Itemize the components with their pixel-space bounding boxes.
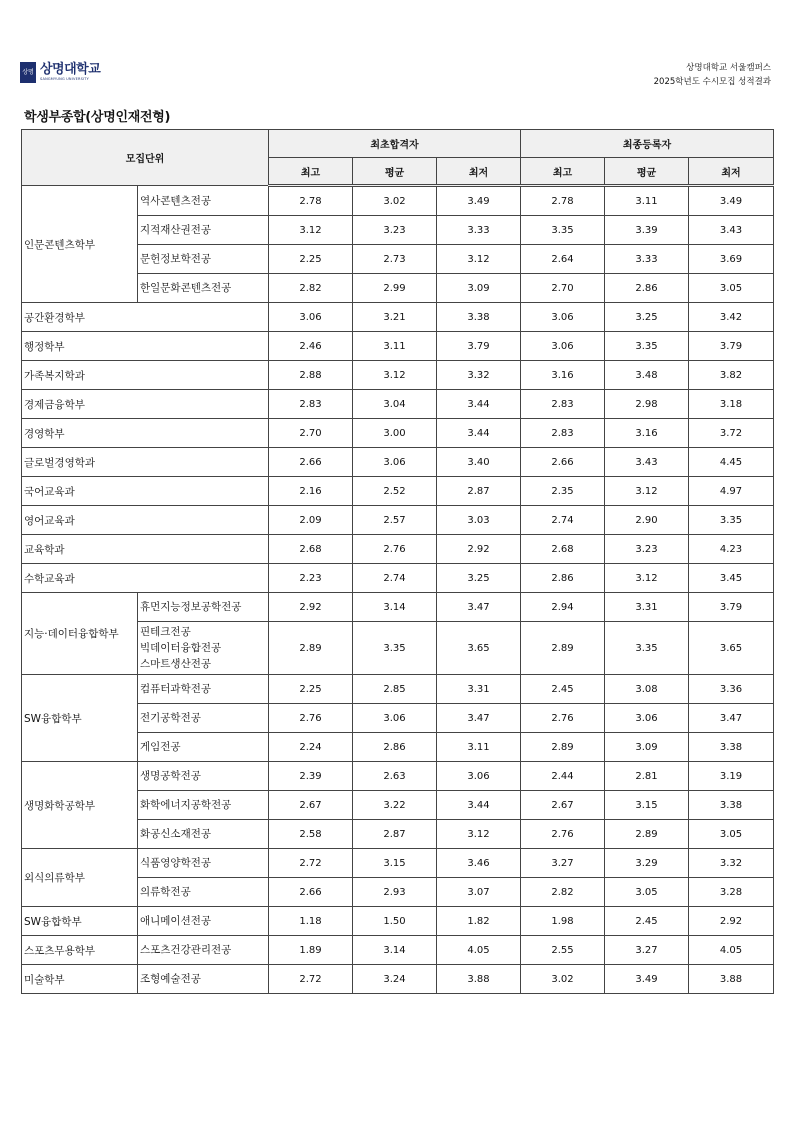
score-cell: 3.88 <box>437 965 521 994</box>
score-cell: 2.66 <box>269 448 353 477</box>
score-cell: 3.79 <box>437 332 521 361</box>
major-cell: 문헌정보학전공 <box>138 245 269 274</box>
major-line: 핀테크전공 <box>140 626 191 638</box>
score-cell: 2.70 <box>521 274 605 303</box>
logo-emblem: 상명 <box>20 62 36 83</box>
score-cell: 3.07 <box>437 878 521 907</box>
score-cell: 3.24 <box>353 965 437 994</box>
score-cell: 2.90 <box>605 506 689 535</box>
table-row <box>22 186 774 216</box>
score-cell: 3.23 <box>353 216 437 245</box>
table-row <box>22 936 774 965</box>
score-cell: 3.11 <box>605 186 689 216</box>
score-cell: 3.12 <box>605 564 689 593</box>
major-cell <box>138 622 269 675</box>
score-cell: 3.12 <box>437 245 521 274</box>
major-cell: 한일문화콘텐츠전공 <box>138 274 269 303</box>
score-cell: 2.16 <box>269 477 353 506</box>
major-cell: 의류학전공 <box>138 878 269 907</box>
unit-cell: 지능·데이터융합학부 <box>22 593 138 675</box>
unit-cell: 경영학부 <box>22 419 269 448</box>
score-cell: 2.70 <box>269 419 353 448</box>
score-cell: 3.65 <box>689 622 774 675</box>
score-cell: 2.78 <box>269 186 353 216</box>
unit-cell: SW융합학부 <box>22 907 138 936</box>
header-initial-max: 최고 <box>269 158 353 186</box>
score-cell: 2.66 <box>269 878 353 907</box>
unit-cell: SW융합학부 <box>22 675 138 762</box>
score-cell: 3.09 <box>437 274 521 303</box>
score-cell: 3.46 <box>437 849 521 878</box>
score-cell: 2.24 <box>269 733 353 762</box>
score-cell: 3.15 <box>605 791 689 820</box>
header-final-max: 최고 <box>521 158 605 186</box>
score-cell: 3.36 <box>689 675 774 704</box>
major-cell: 역사콘텐츠전공 <box>138 186 269 216</box>
score-cell: 3.16 <box>605 419 689 448</box>
header-initial-admits: 최초합격자 <box>269 130 521 158</box>
unit-cell: 미술학부 <box>22 965 138 994</box>
table-row <box>22 564 774 593</box>
score-cell: 2.86 <box>353 733 437 762</box>
score-cell: 3.21 <box>353 303 437 332</box>
score-cell: 2.72 <box>269 965 353 994</box>
major-cell: 게임전공 <box>138 733 269 762</box>
university-logo <box>20 60 100 84</box>
score-cell: 2.93 <box>353 878 437 907</box>
score-cell: 2.99 <box>353 274 437 303</box>
score-cell: 1.82 <box>437 907 521 936</box>
score-cell: 3.12 <box>353 361 437 390</box>
score-cell: 3.09 <box>605 733 689 762</box>
unit-cell: 행정학부 <box>22 332 269 361</box>
major-cell: 식품영양학전공 <box>138 849 269 878</box>
score-cell: 2.25 <box>269 245 353 274</box>
unit-cell: 수학교육과 <box>22 564 269 593</box>
score-cell: 3.12 <box>269 216 353 245</box>
score-cell: 3.33 <box>605 245 689 274</box>
score-cell: 3.43 <box>605 448 689 477</box>
score-cell: 2.76 <box>521 704 605 733</box>
score-cell: 3.29 <box>605 849 689 878</box>
score-cell: 2.52 <box>353 477 437 506</box>
score-cell: 3.44 <box>437 390 521 419</box>
header-final-avg: 평균 <box>605 158 689 186</box>
score-cell: 3.12 <box>437 820 521 849</box>
table-row <box>22 593 774 622</box>
table-row <box>22 535 774 564</box>
score-cell: 3.28 <box>689 878 774 907</box>
score-cell: 3.47 <box>689 704 774 733</box>
score-cell: 3.38 <box>689 733 774 762</box>
score-cell: 2.64 <box>521 245 605 274</box>
score-cell: 2.67 <box>269 791 353 820</box>
score-cell: 3.11 <box>353 332 437 361</box>
score-cell: 2.92 <box>269 593 353 622</box>
score-cell: 3.25 <box>605 303 689 332</box>
score-cell: 3.02 <box>353 186 437 216</box>
unit-cell: 교육학과 <box>22 535 269 564</box>
score-cell: 3.14 <box>353 593 437 622</box>
table-row <box>22 303 774 332</box>
score-cell: 3.72 <box>689 419 774 448</box>
score-cell: 3.49 <box>437 186 521 216</box>
score-cell: 2.83 <box>269 390 353 419</box>
score-cell: 3.49 <box>689 186 774 216</box>
score-cell: 2.78 <box>521 186 605 216</box>
header-final-registrants: 최종등록자 <box>521 130 774 158</box>
score-cell: 2.45 <box>605 907 689 936</box>
score-cell: 3.31 <box>437 675 521 704</box>
score-cell: 2.92 <box>689 907 774 936</box>
score-cell: 2.89 <box>521 733 605 762</box>
score-cell: 3.06 <box>269 303 353 332</box>
table-row <box>22 332 774 361</box>
major-cell: 휴먼지능정보공학전공 <box>138 593 269 622</box>
score-cell: 3.39 <box>605 216 689 245</box>
score-cell: 2.82 <box>521 878 605 907</box>
score-cell: 2.39 <box>269 762 353 791</box>
table-row <box>22 390 774 419</box>
score-cell: 3.33 <box>437 216 521 245</box>
score-cell: 2.68 <box>269 535 353 564</box>
unit-cell: 외식의류학부 <box>22 849 138 907</box>
score-cell: 3.49 <box>605 965 689 994</box>
score-cell: 3.23 <box>605 535 689 564</box>
score-cell: 2.68 <box>521 535 605 564</box>
major-cell: 화학에너지공학전공 <box>138 791 269 820</box>
score-cell: 3.35 <box>689 506 774 535</box>
table-row <box>22 965 774 994</box>
table-row <box>22 419 774 448</box>
score-cell: 3.42 <box>689 303 774 332</box>
score-cell: 3.06 <box>605 704 689 733</box>
score-cell: 2.87 <box>437 477 521 506</box>
unit-cell: 경제금융학부 <box>22 390 269 419</box>
score-cell: 1.98 <box>521 907 605 936</box>
score-cell: 3.05 <box>689 274 774 303</box>
score-cell: 2.55 <box>521 936 605 965</box>
major-cell: 지적재산권전공 <box>138 216 269 245</box>
unit-cell: 스포츠무용학부 <box>22 936 138 965</box>
score-cell: 2.76 <box>269 704 353 733</box>
score-cell: 3.02 <box>521 965 605 994</box>
score-cell: 2.58 <box>269 820 353 849</box>
score-cell: 3.44 <box>437 419 521 448</box>
score-cell: 2.76 <box>521 820 605 849</box>
score-cell: 3.38 <box>689 791 774 820</box>
score-cell: 2.44 <box>521 762 605 791</box>
header-final-min: 최저 <box>689 158 774 186</box>
header-unit: 모집단위 <box>22 130 269 186</box>
score-cell: 2.57 <box>353 506 437 535</box>
score-cell: 2.67 <box>521 791 605 820</box>
score-cell: 3.05 <box>689 820 774 849</box>
score-cell: 3.06 <box>521 332 605 361</box>
score-cell: 3.05 <box>605 878 689 907</box>
table-row <box>22 506 774 535</box>
header-initial-avg: 평균 <box>353 158 437 186</box>
score-cell: 3.40 <box>437 448 521 477</box>
score-cell: 2.72 <box>269 849 353 878</box>
admission-results-table <box>21 129 774 994</box>
table-row <box>22 762 774 791</box>
score-cell: 2.98 <box>605 390 689 419</box>
score-cell: 1.50 <box>353 907 437 936</box>
score-cell: 3.16 <box>521 361 605 390</box>
score-cell: 2.83 <box>521 419 605 448</box>
score-cell: 4.97 <box>689 477 774 506</box>
score-cell: 4.05 <box>437 936 521 965</box>
unit-cell: 공간환경학부 <box>22 303 269 332</box>
score-cell: 2.46 <box>269 332 353 361</box>
score-cell: 3.32 <box>437 361 521 390</box>
score-cell: 2.35 <box>521 477 605 506</box>
score-cell: 3.08 <box>605 675 689 704</box>
logo-subtitle: SANGMYUNG UNIVERSITY <box>40 76 89 81</box>
unit-cell: 국어교육과 <box>22 477 269 506</box>
table-row <box>22 448 774 477</box>
score-cell: 3.27 <box>521 849 605 878</box>
score-cell: 3.47 <box>437 593 521 622</box>
score-cell: 2.94 <box>521 593 605 622</box>
score-cell: 3.35 <box>521 216 605 245</box>
score-cell: 2.23 <box>269 564 353 593</box>
section-title: 학생부종합(상명인재전형) <box>24 110 171 125</box>
score-cell: 3.47 <box>437 704 521 733</box>
score-cell: 4.45 <box>689 448 774 477</box>
table-row <box>22 361 774 390</box>
score-cell: 3.35 <box>605 622 689 675</box>
document-header <box>654 61 771 89</box>
score-cell: 3.31 <box>605 593 689 622</box>
score-cell: 3.48 <box>605 361 689 390</box>
score-cell: 3.38 <box>437 303 521 332</box>
unit-cell: 가족복지학과 <box>22 361 269 390</box>
score-cell: 3.32 <box>689 849 774 878</box>
logo-name: 상명대학교 <box>40 61 101 77</box>
score-cell: 2.73 <box>353 245 437 274</box>
score-cell: 3.25 <box>437 564 521 593</box>
score-cell: 3.45 <box>689 564 774 593</box>
score-cell: 3.03 <box>437 506 521 535</box>
score-cell: 3.35 <box>605 332 689 361</box>
score-cell: 2.82 <box>269 274 353 303</box>
score-cell: 2.09 <box>269 506 353 535</box>
score-cell: 3.06 <box>353 704 437 733</box>
table-row <box>22 849 774 878</box>
table-row <box>22 907 774 936</box>
score-cell: 2.81 <box>605 762 689 791</box>
score-cell: 1.18 <box>269 907 353 936</box>
score-cell: 3.12 <box>605 477 689 506</box>
score-cell: 3.82 <box>689 361 774 390</box>
score-cell: 2.45 <box>521 675 605 704</box>
table-body <box>22 186 774 994</box>
score-cell: 3.06 <box>353 448 437 477</box>
major-line: 스마트생산전공 <box>140 658 212 670</box>
score-cell: 2.86 <box>521 564 605 593</box>
score-cell: 2.66 <box>521 448 605 477</box>
score-cell: 3.06 <box>521 303 605 332</box>
score-cell: 2.76 <box>353 535 437 564</box>
score-cell: 2.92 <box>437 535 521 564</box>
unit-cell: 생명화학공학부 <box>22 762 138 849</box>
score-cell: 3.65 <box>437 622 521 675</box>
score-cell: 3.00 <box>353 419 437 448</box>
score-cell: 3.27 <box>605 936 689 965</box>
score-cell: 3.22 <box>353 791 437 820</box>
unit-cell: 영어교육과 <box>22 506 269 535</box>
score-cell: 2.85 <box>353 675 437 704</box>
score-cell: 2.74 <box>521 506 605 535</box>
score-cell: 2.63 <box>353 762 437 791</box>
major-cell: 조형예술전공 <box>138 965 269 994</box>
score-cell: 3.15 <box>353 849 437 878</box>
major-cell: 화공신소재전공 <box>138 820 269 849</box>
unit-cell: 글로벌경영학과 <box>22 448 269 477</box>
major-cell: 스포츠건강관리전공 <box>138 936 269 965</box>
score-cell: 3.14 <box>353 936 437 965</box>
score-cell: 3.18 <box>689 390 774 419</box>
score-cell: 2.25 <box>269 675 353 704</box>
score-cell: 1.89 <box>269 936 353 965</box>
score-cell: 2.89 <box>269 622 353 675</box>
header-initial-min: 최저 <box>437 158 521 186</box>
score-cell: 4.05 <box>689 936 774 965</box>
score-cell: 2.88 <box>269 361 353 390</box>
major-cell: 컴퓨터과학전공 <box>138 675 269 704</box>
score-cell: 3.69 <box>689 245 774 274</box>
major-cell: 전기공학전공 <box>138 704 269 733</box>
score-cell: 2.89 <box>605 820 689 849</box>
score-cell: 3.79 <box>689 593 774 622</box>
score-cell: 3.04 <box>353 390 437 419</box>
score-cell: 4.23 <box>689 535 774 564</box>
campus-name: 상명대학교 서울캠퍼스 <box>686 63 771 73</box>
score-cell: 3.44 <box>437 791 521 820</box>
score-cell: 3.06 <box>437 762 521 791</box>
score-cell: 2.87 <box>353 820 437 849</box>
score-cell: 3.11 <box>437 733 521 762</box>
unit-cell: 인문콘텐츠학부 <box>22 186 138 303</box>
score-cell: 3.79 <box>689 332 774 361</box>
score-cell: 2.86 <box>605 274 689 303</box>
document-title: 2025학년도 수시모집 성적결과 <box>653 77 771 87</box>
score-cell: 2.74 <box>353 564 437 593</box>
score-cell: 3.88 <box>689 965 774 994</box>
score-cell: 3.43 <box>689 216 774 245</box>
table-row <box>22 477 774 506</box>
major-line: 빅데이터융합전공 <box>140 642 222 654</box>
major-cell: 애니메이션전공 <box>138 907 269 936</box>
table-row <box>22 675 774 704</box>
score-cell: 2.89 <box>521 622 605 675</box>
score-cell: 3.19 <box>689 762 774 791</box>
score-cell: 3.35 <box>353 622 437 675</box>
score-cell: 2.83 <box>521 390 605 419</box>
major-cell: 생명공학전공 <box>138 762 269 791</box>
